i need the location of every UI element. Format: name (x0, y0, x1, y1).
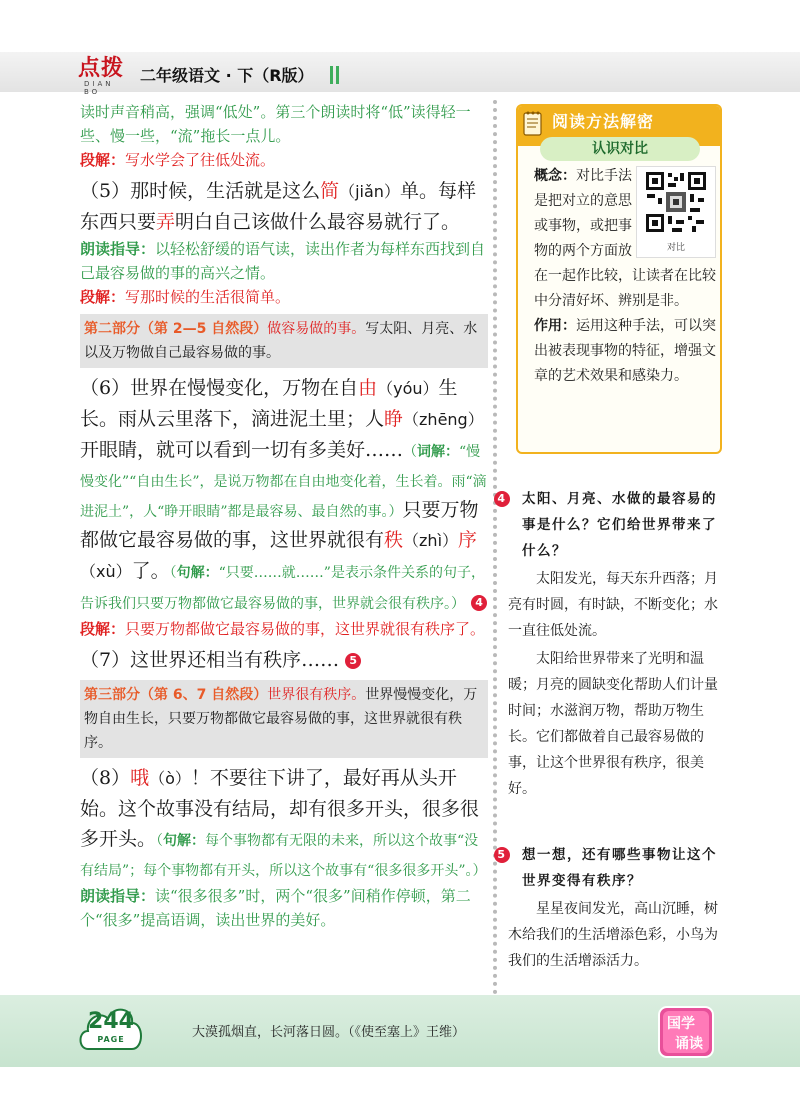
paragraph-note (80, 285, 488, 309)
reading-method-title: 阅读方法解密 (552, 112, 655, 131)
text-run: 单。每样东西只要 (80, 180, 476, 233)
part-text: 世界慢慢变化，万物自由生长，只要万物都做它最容易做的事，这世界就很有秩序。 (84, 687, 478, 751)
page-number-badge (78, 1001, 144, 1059)
notebook-icon (522, 110, 544, 138)
note-label: 段解： (80, 288, 126, 306)
annotation-label: 句解： (163, 833, 206, 849)
guide-text: 读“很多很多”时，两个“很多”间稍作停顿，第二个“很多”提高语调，读出世界的美好。 (80, 887, 471, 929)
paragraph-8 (80, 763, 488, 884)
main-text-column (80, 100, 488, 932)
part-3-summary (80, 680, 488, 758)
paragraph-note (80, 148, 488, 172)
answer: 太阳发光，每天东升西落；月亮有时圆，有时缺，不断变化；水一直往低处流。 (508, 571, 718, 639)
qr-caption: 对比 (666, 243, 685, 253)
guoxue-badge (657, 1005, 715, 1059)
highlight-char: 秩 (384, 529, 404, 551)
part-text: 写太阳、月亮、水以及万物做自己最容易做的事。 (84, 321, 478, 361)
reading-method-box (516, 104, 722, 454)
annotation-bracket: （ (403, 444, 418, 460)
question-marker-4[interactable]: 4 (471, 595, 487, 611)
guide-label: 朗读指导： (80, 240, 156, 258)
qa-item-4 (497, 486, 726, 802)
concept-label: 概念： (534, 168, 576, 184)
guide-text: 以轻松舒缓的语气读，读出作者为每样东西找到自己最容易做的事的高兴之情。 (80, 240, 486, 282)
question (497, 842, 726, 894)
reading-method-content (534, 164, 716, 389)
pinyin: （xù） (80, 562, 132, 581)
effect-text: 运用这种手法，可以突出被表现事物的特征，增强文章的艺术效果和感染力。 (534, 318, 716, 384)
highlight-char: 由 (358, 377, 378, 399)
text-run: （7）这世界还相当有秩序…… (80, 649, 340, 671)
intro-text: 读时声音稍高，强调“低处”。第三个朗读时将“低”读得轻一些、慢一些，“流”拖长一点儿。 (80, 103, 471, 145)
reading-method-subtitle: 认识对比 (592, 141, 648, 157)
highlight-char: 弄 (156, 211, 176, 233)
highlight-char: 哦 (130, 767, 150, 789)
annotation-bracket: （ (156, 833, 164, 849)
pinyin: （zhēng） (403, 410, 484, 429)
qr-code[interactable] (636, 166, 716, 258)
page-number: 244 (88, 1009, 134, 1034)
annotation-label: 句解： (176, 565, 219, 581)
book-title: 二年级语文 · 下（R版） (140, 66, 314, 85)
footer-quote: 大漠孤烟直，长河落日圆。（《使至塞上》王维） (192, 1025, 466, 1040)
reading-guide (80, 237, 488, 285)
effect-label: 作用： (534, 318, 576, 334)
guide-label: 朗读指导： (80, 887, 156, 905)
annotation-text: 每个事物都有无限的未来，所以这个故事“没有结局”；每个事物都有开头，所以这个故事有“很多很多开头”。） (80, 833, 487, 879)
part-label: 第三部分（第 6、7 自然段） (84, 687, 268, 703)
page-footer (0, 995, 800, 1114)
part-title: 做容易做的事。 (267, 321, 366, 337)
pinyin: （jiǎn） (339, 182, 400, 201)
text-run: （5）那时候，生活就是这么 (80, 180, 321, 202)
brand-logo (78, 55, 130, 96)
concept-text: 对比手法是把对立的意思或事物，或把事物的两个方面放在一起作比较，让读者在比较中分清好坏、辨别是非。 (534, 168, 716, 309)
annotation-bracket: （ (169, 565, 177, 581)
paragraph-5 (80, 176, 488, 237)
text-run: 生长。雨从云里落下，滴进泥土里；人 (80, 377, 458, 430)
note-text: 只要万物都做它最容易做的事，这世界就很有秩序了。 (125, 620, 486, 638)
answer: 星星夜间发光，高山沉睡，树木给我们的生活增添色彩，小鸟为我们的生活增添活力。 (508, 901, 718, 969)
qa-item-5 (497, 842, 726, 974)
question-text: 想一想，还有哪些事物让这个世界变得有秩序？ (522, 847, 717, 889)
note-label: 段解： (80, 620, 126, 638)
pinyin: （ò） (149, 769, 191, 788)
question-marker-5[interactable]: 5 (345, 653, 361, 669)
question (497, 486, 726, 564)
text-run: 了。 (131, 560, 170, 582)
question-marker[interactable]: 4 (494, 491, 510, 507)
page-word: PAGE (97, 1035, 125, 1044)
badge-line-1: 国学 (667, 1016, 695, 1032)
text-run: （6）世界在慢慢变化，万物在自 (80, 377, 359, 399)
annotation-text: “只要……就……”是表示条件关系的句子，告诉我们只要万物都做它最容易做的事，世界就会很有秩序。） (80, 565, 485, 612)
page-header (0, 0, 800, 95)
text-run: 开眼睛，就可以看到一切有多美好…… (80, 439, 404, 461)
paragraph-6 (80, 373, 488, 617)
annotation-text: “慢慢变化”“自由生长”，是说万物都在自由地变化着，生长着。雨“滴进泥土”，人“睁开眼睛”都是最容易、最自然的事。） (80, 444, 487, 520)
part-title: 世界很有秩序。 (267, 687, 366, 703)
part-2-summary (80, 314, 488, 368)
note-text: 写那时候的生活很简单。 (125, 288, 291, 306)
reading-guide (80, 884, 488, 932)
qr-code-icon (644, 170, 708, 234)
highlight-char: 简 (320, 180, 340, 202)
answer: 太阳给世界带来了光明和温暖；月亮的圆缺变化帮助人们计量时间；水滋润万物，帮助万物生长。它们都做着自己最容易做的事，让这个世界很有秩序，很美好。 (508, 651, 718, 797)
annotation-label: 词解： (417, 444, 460, 460)
text-run: 明白自己该做什么最容易就行了。 (175, 211, 461, 233)
note-label: 段解： (80, 151, 126, 169)
paragraph-7 (80, 645, 488, 675)
text-run: ！不要往下讲了，最好再从头开始。这个故事没有结局，却有很多开头，很多很多开头。 (80, 767, 480, 850)
note-text: 写水学会了往低处流。 (125, 151, 276, 169)
text-run: （8） (80, 767, 131, 789)
question-text: 太阳、月亮、水做的最容易的事是什么？它们给世界带来了什么？ (522, 491, 717, 559)
pinyin: （zhì） (403, 531, 459, 550)
badge-line-2: 诵读 (675, 1036, 703, 1052)
highlight-char: 睁 (384, 408, 404, 430)
logo-subtext: DIAN BO (84, 80, 114, 96)
question-marker[interactable]: 5 (494, 847, 510, 863)
header-bars-icon (330, 66, 340, 84)
pinyin: （yóu） (377, 379, 439, 398)
logo-text: 点拨 (78, 55, 125, 81)
text-run: 只要万物都做它最容易做的事，这世界就很有 (80, 499, 479, 551)
part-label: 第二部分（第 2—5 自然段） (84, 321, 268, 337)
highlight-char: 序 (458, 529, 478, 551)
reading-method-subtitle-pill (540, 137, 700, 161)
paragraph-note (80, 617, 488, 641)
